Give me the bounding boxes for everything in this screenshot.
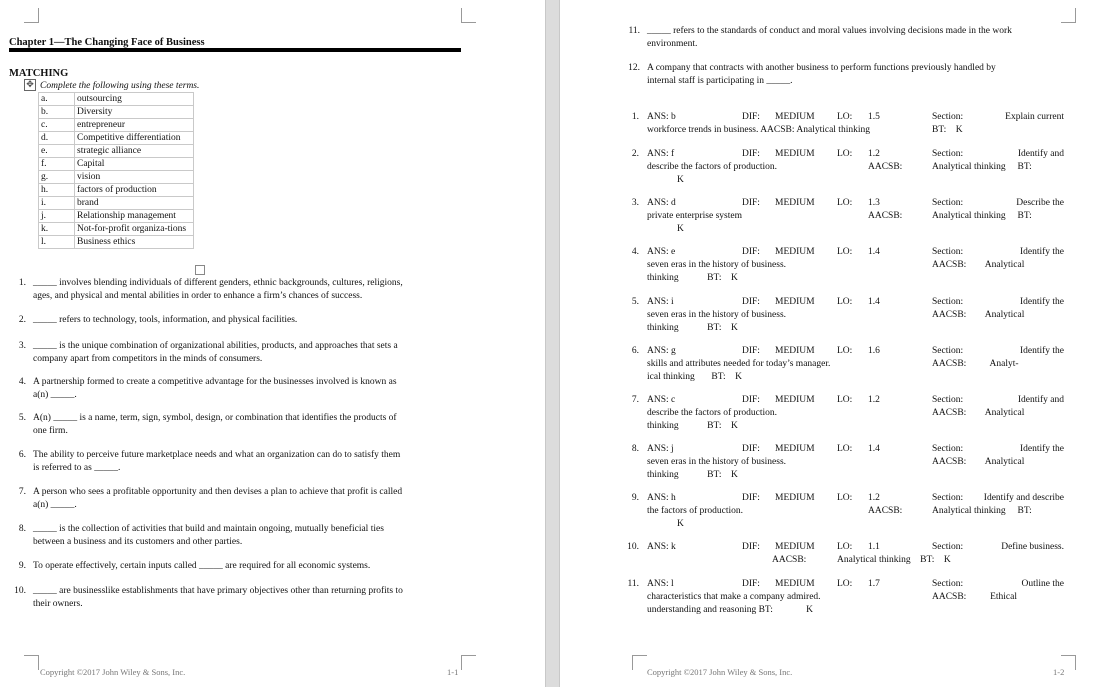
answer-entry — [620, 111, 1070, 151]
terms-row — [39, 106, 194, 119]
answer-letter: ANS: f — [647, 149, 675, 159]
difficulty-label: DIF: — [742, 149, 760, 159]
answer-detail-right: AACSB: Analytical — [932, 310, 1025, 320]
aacsb-label: AACSB: — [868, 211, 903, 221]
terms-row — [39, 197, 194, 210]
learning-objective-label: LO: — [837, 395, 853, 405]
answer-detail-line3: K — [677, 175, 684, 185]
footer-page-number: 1-1 — [447, 667, 459, 677]
difficulty-value: MEDIUM — [775, 542, 815, 552]
learning-objective-label: LO: — [837, 444, 853, 454]
answer-detail-line3: ical thinking BT: K — [647, 372, 743, 382]
difficulty-label: DIF: — [742, 297, 760, 307]
answer-detail: seven eras in the history of business. — [647, 310, 787, 320]
term-letter: g. — [39, 171, 75, 184]
section-label: Section: — [932, 198, 964, 208]
term-text: outsourcing — [75, 93, 194, 106]
difficulty-label: DIF: — [742, 493, 760, 503]
crop-mark — [461, 655, 476, 670]
section-label: Section: — [932, 444, 964, 454]
answer-detail: private enterprise system — [647, 211, 742, 221]
term-letter: e. — [39, 145, 75, 158]
answer-detail: seven eras in the history of business. — [647, 457, 787, 467]
answer-letter: ANS: g — [647, 346, 676, 356]
difficulty-value: MEDIUM — [775, 493, 815, 503]
section-value: Define business. — [1001, 542, 1064, 552]
learning-objective-value: 1.3 — [868, 198, 880, 208]
answer-detail-line3: understanding and reasoning BT: K — [647, 605, 814, 615]
answer-entry — [620, 345, 1070, 385]
answer-entry — [620, 492, 1070, 532]
section-value: Explain current — [1005, 112, 1064, 122]
section-label: Section: — [932, 395, 964, 405]
answer-detail: describe the factors of production. — [647, 162, 778, 172]
learning-objective-value: 1.4 — [868, 297, 880, 307]
learning-objective-value: 1.2 — [868, 493, 880, 503]
answer-detail-right: AACSB: Analytical — [932, 408, 1025, 418]
term-text: Diversity — [75, 106, 194, 119]
section-value: Identify the — [1019, 444, 1064, 454]
question-number: 12. — [628, 63, 640, 73]
question-line: a(n) _____. — [33, 389, 77, 400]
question-line: _____ refers to the standards of conduct and moral values involving decisions made in the work — [647, 26, 1012, 36]
question-line: A person who sees a profitable opportunity and then devises a plan to achieve that profit is called — [33, 487, 403, 497]
question-line: To operate effectively, certain inputs called _____ are required for all economic systems. — [33, 561, 371, 571]
question-number: 1. — [18, 278, 26, 288]
question-number: 5. — [18, 413, 26, 423]
learning-objective-value: 1.6 — [868, 346, 880, 356]
term-text: entrepreneur — [75, 119, 194, 132]
answer-detail-line3: thinking BT: K — [647, 421, 738, 431]
difficulty-label: DIF: — [742, 112, 760, 122]
question-number: 2. — [18, 315, 26, 325]
section-value: Outline the — [1021, 579, 1064, 589]
learning-objective-label: LO: — [837, 579, 853, 589]
terms-table[interactable] — [38, 92, 194, 249]
question-line: _____ refers to technology, tools, information, and physical facilities. — [33, 315, 298, 325]
question-line: their owners. — [33, 598, 83, 609]
term-text: factors of production — [75, 184, 194, 197]
answer-detail-right: Analytical thinking BT: — [932, 506, 1032, 516]
terms-row — [39, 145, 194, 158]
answer-number: 3. — [631, 198, 639, 208]
terms-row — [39, 236, 194, 249]
term-letter: j. — [39, 210, 75, 223]
learning-objective-value: 1.7 — [868, 579, 880, 589]
term-letter: f. — [39, 158, 75, 171]
answer-detail: workforce trends in business. AACSB: Analytical thinking — [647, 125, 870, 135]
aacsb-label: AACSB: — [772, 555, 807, 565]
question-line: A(n) _____ is a name, term, sign, symbol, design, or combination that identifies the products of — [33, 413, 397, 423]
question-text — [647, 25, 1012, 50]
difficulty-value: MEDIUM — [775, 247, 815, 257]
answer-detail-line3: thinking BT: K — [647, 323, 738, 333]
learning-objective-label: LO: — [837, 542, 853, 552]
section-label: Section: — [932, 346, 964, 356]
difficulty-value: MEDIUM — [775, 112, 815, 122]
question-line: is referred to as _____. — [33, 462, 121, 473]
section-heading: MATCHING — [9, 68, 69, 79]
section-value: Identify the — [1019, 297, 1064, 307]
answer-detail-line3: thinking BT: K — [647, 273, 738, 283]
question-number: 8. — [18, 524, 26, 534]
question-text — [33, 523, 384, 548]
answer-entry — [620, 541, 1070, 581]
term-text: brand — [75, 197, 194, 210]
question-line: _____ is the unique combination of organizational abilities, products, and approaches that sets a — [33, 341, 398, 351]
section-label: Section: — [932, 297, 964, 307]
answer-letter: ANS: i — [647, 297, 674, 307]
term-text: Capital — [75, 158, 194, 171]
learning-objective-value: 1.5 — [868, 112, 880, 122]
answer-letter: ANS: l — [647, 579, 674, 589]
answer-number: 7. — [631, 395, 639, 405]
question-text — [33, 585, 403, 610]
document-page-2 — [560, 0, 1101, 687]
question-text — [33, 449, 400, 474]
terms-row — [39, 132, 194, 145]
question-line: a(n) _____. — [33, 499, 77, 510]
section-label: Section: — [932, 247, 964, 257]
answer-number: 4. — [631, 247, 639, 257]
question-number: 3. — [18, 341, 26, 351]
table-move-handle-icon[interactable]: ✥ — [24, 79, 36, 91]
question-number: 7. — [18, 487, 26, 497]
term-letter: b. — [39, 106, 75, 119]
terms-row — [39, 210, 194, 223]
term-text: Competitive differentiation — [75, 132, 194, 145]
crop-mark — [24, 8, 39, 23]
terms-row — [39, 119, 194, 132]
learning-objective-label: LO: — [837, 198, 853, 208]
question-number: 9. — [18, 561, 26, 571]
term-letter: k. — [39, 223, 75, 236]
footer-copyright: Copyright ©2017 John Wiley & Sons, Inc. — [40, 667, 186, 677]
difficulty-value: MEDIUM — [775, 297, 815, 307]
answer-letter: ANS: h — [647, 493, 676, 503]
answer-detail: characteristics that make a company admired. — [647, 592, 821, 602]
difficulty-label: DIF: — [742, 247, 760, 257]
answer-detail-right: AACSB: Analytical — [932, 260, 1025, 270]
answer-number: 2. — [631, 149, 639, 159]
answer-letter: ANS: c — [647, 395, 676, 405]
term-letter: c. — [39, 119, 75, 132]
question-text — [33, 486, 402, 511]
answer-detail-right: Analytical thinking BT: — [932, 211, 1032, 221]
difficulty-value: MEDIUM — [775, 346, 815, 356]
learning-objective-value: 1.1 — [868, 542, 880, 552]
question-line: ages, and physical and mental abilities in order to enhance a firm’s chances of success. — [33, 290, 363, 301]
question-line: one firm. — [33, 425, 68, 436]
term-letter: i. — [39, 197, 75, 210]
terms-row — [39, 223, 194, 236]
question-line: company apart from competitors in the minds of consumers. — [33, 353, 263, 364]
difficulty-value: MEDIUM — [775, 149, 815, 159]
learning-objective-label: LO: — [837, 297, 853, 307]
footer-page-number: 1-2 — [1053, 667, 1065, 677]
term-letter: l. — [39, 236, 75, 249]
difficulty-label: DIF: — [742, 579, 760, 589]
question-text — [33, 560, 370, 573]
crop-mark — [1061, 8, 1076, 23]
difficulty-label: DIF: — [742, 346, 760, 356]
table-resize-handle[interactable] — [195, 265, 205, 275]
answer-letter: ANS: j — [647, 444, 674, 454]
answer-detail-right: AACSB: Analyt- — [932, 359, 1019, 369]
answer-number: 11. — [627, 579, 639, 589]
answer-entry — [620, 578, 1070, 618]
section-label: Section: — [932, 112, 964, 122]
question-text — [647, 62, 996, 87]
term-letter: h. — [39, 184, 75, 197]
learning-objective-value: 1.4 — [868, 247, 880, 257]
learning-objective-value: 1.2 — [868, 149, 880, 159]
crop-mark — [632, 655, 647, 670]
question-text — [33, 412, 397, 437]
footer-copyright: Copyright ©2017 John Wiley & Sons, Inc. — [647, 667, 793, 677]
difficulty-value: MEDIUM — [775, 395, 815, 405]
question-line: A company that contracts with another business to perform functions previously handled by — [647, 63, 996, 73]
aacsb-label: AACSB: — [868, 162, 903, 172]
terms-row — [39, 158, 194, 171]
difficulty-label: DIF: — [742, 444, 760, 454]
section-value: Describe the — [1016, 198, 1064, 208]
crop-mark — [461, 8, 476, 23]
answer-detail-right: AACSB: Analytical — [932, 457, 1025, 467]
answer-number: 1. — [631, 112, 639, 122]
answer-entry — [620, 148, 1070, 188]
answer-entry — [620, 443, 1070, 483]
answer-detail-line3: K — [677, 224, 684, 234]
answer-detail-right: Analytical thinking BT: — [932, 162, 1032, 172]
answer-detail: describe the factors of production. — [647, 408, 778, 418]
difficulty-label: DIF: — [742, 395, 760, 405]
answer-number: 10. — [627, 542, 639, 552]
answer-detail-line3: K — [677, 519, 684, 529]
page-gutter — [545, 0, 560, 687]
learning-objective-value: 1.4 — [868, 444, 880, 454]
difficulty-value: MEDIUM — [775, 198, 815, 208]
question-line: internal staff is participating in _____. — [647, 75, 793, 86]
section-value: Identify the — [1019, 247, 1064, 257]
question-text — [33, 314, 297, 327]
instructions: Complete the following using these terms. — [40, 81, 200, 91]
term-text: Business ethics — [75, 236, 194, 249]
section-label: Section: — [932, 542, 964, 552]
question-text — [33, 376, 397, 401]
section-label: Section: — [932, 149, 964, 159]
difficulty-value: MEDIUM — [775, 444, 815, 454]
answer-entry — [620, 394, 1070, 434]
crop-mark — [24, 655, 39, 670]
difficulty-label: DIF: — [742, 198, 760, 208]
question-line: _____ are businesslike establishments that have primary objectives other than returning profits to — [33, 586, 403, 596]
term-letter: a. — [39, 93, 75, 106]
term-letter: d. — [39, 132, 75, 145]
answer-detail-right: AACSB: Ethical — [932, 592, 1017, 602]
question-line: A partnership formed to create a competitive advantage for the businesses involved is known as — [33, 377, 397, 387]
answer-entry — [620, 296, 1070, 336]
section-label: Section: — [932, 493, 964, 503]
aacsb-label: AACSB: — [868, 506, 903, 516]
terms-row — [39, 171, 194, 184]
learning-objective-value: 1.2 — [868, 395, 880, 405]
answer-letter: ANS: b — [647, 112, 676, 122]
question-number: 4. — [18, 377, 26, 387]
answer-detail: skills and attributes needed for today’s manager. — [647, 359, 831, 369]
answer-detail-line3: thinking BT: K — [647, 470, 738, 480]
answer-entry — [620, 246, 1070, 286]
term-text: strategic alliance — [75, 145, 194, 158]
difficulty-value: MEDIUM — [775, 579, 815, 589]
question-text — [33, 277, 403, 302]
answer-letter: ANS: k — [647, 542, 676, 552]
learning-objective-label: LO: — [837, 112, 853, 122]
term-text: Relationship management — [75, 210, 194, 223]
section-value: Identify and — [1017, 149, 1064, 159]
question-text — [33, 340, 398, 365]
document-page-1 — [0, 0, 545, 687]
question-line: _____ involves blending individuals of different genders, ethnic backgrounds, cultures, religions, — [33, 278, 403, 288]
question-number: 6. — [18, 450, 26, 460]
answer-entry — [620, 197, 1070, 237]
answer-letter: ANS: e — [647, 247, 676, 257]
question-line: between a business and its customers and other parties. — [33, 536, 243, 547]
section-value: Identify and — [1017, 395, 1064, 405]
answer-letter: ANS: d — [647, 198, 676, 208]
section-label: Section: — [932, 579, 964, 589]
answer-number: 8. — [631, 444, 639, 454]
answer-number: 9. — [631, 493, 639, 503]
term-text: Not-for-profit organiza-tions — [75, 223, 194, 236]
question-line: environment. — [647, 38, 698, 49]
answer-detail-right: Analytical thinking BT: K — [837, 555, 951, 565]
answer-number: 6. — [631, 346, 639, 356]
title-rule — [9, 48, 461, 52]
terms-row — [39, 184, 194, 197]
question-line: _____ is the collection of activities that build and maintain ongoing, mutually beneficial ties — [33, 524, 384, 534]
learning-objective-label: LO: — [837, 493, 853, 503]
learning-objective-label: LO: — [837, 247, 853, 257]
answer-number: 5. — [631, 297, 639, 307]
question-line: The ability to perceive future marketplace needs and what an organization can do to satisfy them — [33, 450, 401, 460]
chapter-title: Chapter 1—The Changing Face of Business — [9, 37, 205, 48]
answer-detail-right: BT: K — [932, 125, 963, 135]
term-text: vision — [75, 171, 194, 184]
learning-objective-label: LO: — [837, 346, 853, 356]
answer-detail: the factors of production. — [647, 506, 744, 516]
difficulty-label: DIF: — [742, 542, 760, 552]
section-value: Identify the — [1019, 346, 1064, 356]
question-number: 10. — [14, 586, 26, 596]
question-number: 11. — [628, 26, 640, 36]
answer-detail: seven eras in the history of business. — [647, 260, 787, 270]
terms-row — [39, 93, 194, 106]
learning-objective-label: LO: — [837, 149, 853, 159]
section-value: Identify and describe — [983, 493, 1064, 503]
